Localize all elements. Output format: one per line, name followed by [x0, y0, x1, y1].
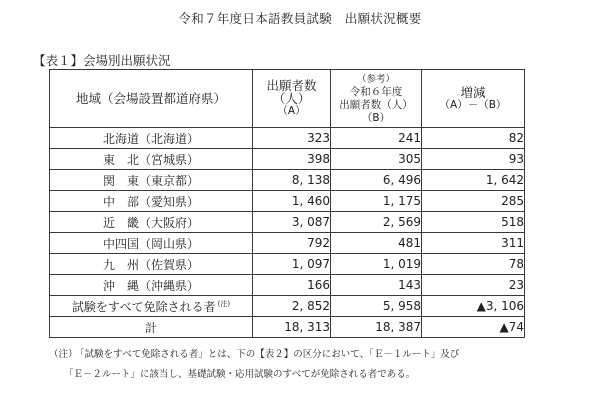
- reference-b-cell: 481: [331, 233, 422, 254]
- header-region: 地域（会場設置都道府県）: [50, 70, 253, 128]
- table-row: [50, 254, 525, 275]
- table-row: [50, 128, 525, 149]
- reference-b-cell: 1, 175: [331, 191, 422, 212]
- difference-cell: 93: [422, 149, 525, 170]
- table-row: [50, 212, 525, 233]
- header-reference-b: （参考） 令和６年度 出願者数（人） （B）: [331, 70, 422, 128]
- application-status-table: [49, 69, 525, 338]
- table-caption: 【表１】会場別出願状況: [33, 53, 171, 68]
- region-cell: 中 部（愛知県）: [50, 191, 253, 212]
- document-title: 令和７年度日本語教員試験 出願状況概要: [178, 11, 422, 26]
- total-applicants-a: 18, 313: [253, 317, 331, 338]
- reference-b-cell: 143: [331, 275, 422, 296]
- applicants-a-cell: 792: [253, 233, 331, 254]
- applicants-a-cell: 398: [253, 149, 331, 170]
- exempt-label: 試験をすべて免除される者: [71, 299, 216, 314]
- table-row-total: [50, 317, 525, 338]
- region-cell: 北海道（北海道）: [50, 128, 253, 149]
- header-applicants-a: 出願者数 （人） （A）: [253, 70, 331, 128]
- table-row: [50, 275, 525, 296]
- table-header-row: [50, 70, 525, 128]
- reference-b-cell: 305: [331, 149, 422, 170]
- difference-cell: 285: [422, 191, 525, 212]
- region-cell: 東 北（宮城県）: [50, 149, 253, 170]
- applicants-a-cell: 1, 460: [253, 191, 331, 212]
- difference-cell: ▲3, 106: [422, 296, 525, 317]
- table-row: [50, 233, 525, 254]
- footnote-line-2: 「Ｅ－２ルート」に該当し、基礎試験・応用試験のすべてが免除される者である。: [64, 369, 416, 380]
- footnote-line-1: [49, 346, 459, 360]
- applicants-a-cell: 1, 097: [253, 254, 331, 275]
- region-cell: 中四国（岡山県）: [50, 233, 253, 254]
- table-row: [50, 170, 525, 191]
- reference-b-cell: 241: [331, 128, 422, 149]
- difference-cell: 311: [422, 233, 525, 254]
- region-cell: [50, 296, 253, 317]
- note-mark: (注): [217, 299, 231, 308]
- region-cell: 近 畿（大阪府）: [50, 212, 253, 233]
- total-label: 計: [50, 317, 253, 338]
- region-cell: 九 州（佐賀県）: [50, 254, 253, 275]
- table-row: [50, 149, 525, 170]
- difference-cell: 82: [422, 128, 525, 149]
- reference-b-cell: 1, 019: [331, 254, 422, 275]
- footnote-mark: （注）: [49, 349, 78, 360]
- region-cell: 関 東（東京都）: [50, 170, 253, 191]
- difference-cell: 23: [422, 275, 525, 296]
- footnote-text-1: 「試験をすべて免除される者」とは、下の【表２】の区分において、「Ｅ－１ルート」及び: [75, 349, 460, 360]
- table-row: [50, 191, 525, 212]
- applicants-a-cell: 2, 852: [253, 296, 331, 317]
- difference-cell: 518: [422, 212, 525, 233]
- table-row-exempt: [50, 296, 525, 317]
- total-reference-b: 18, 387: [331, 317, 422, 338]
- applicants-a-cell: 3, 087: [253, 212, 331, 233]
- reference-b-cell: 6, 496: [331, 170, 422, 191]
- applicants-a-cell: 323: [253, 128, 331, 149]
- reference-b-cell: 5, 958: [331, 296, 422, 317]
- region-cell: 沖 縄（沖縄県）: [50, 275, 253, 296]
- header-difference: 増減 （A）－（B）: [422, 70, 525, 128]
- applicants-a-cell: 166: [253, 275, 331, 296]
- difference-cell: 78: [422, 254, 525, 275]
- applicants-a-cell: 8, 138: [253, 170, 331, 191]
- reference-b-cell: 2, 569: [331, 212, 422, 233]
- difference-cell: 1, 642: [422, 170, 525, 191]
- total-difference: ▲74: [422, 317, 525, 338]
